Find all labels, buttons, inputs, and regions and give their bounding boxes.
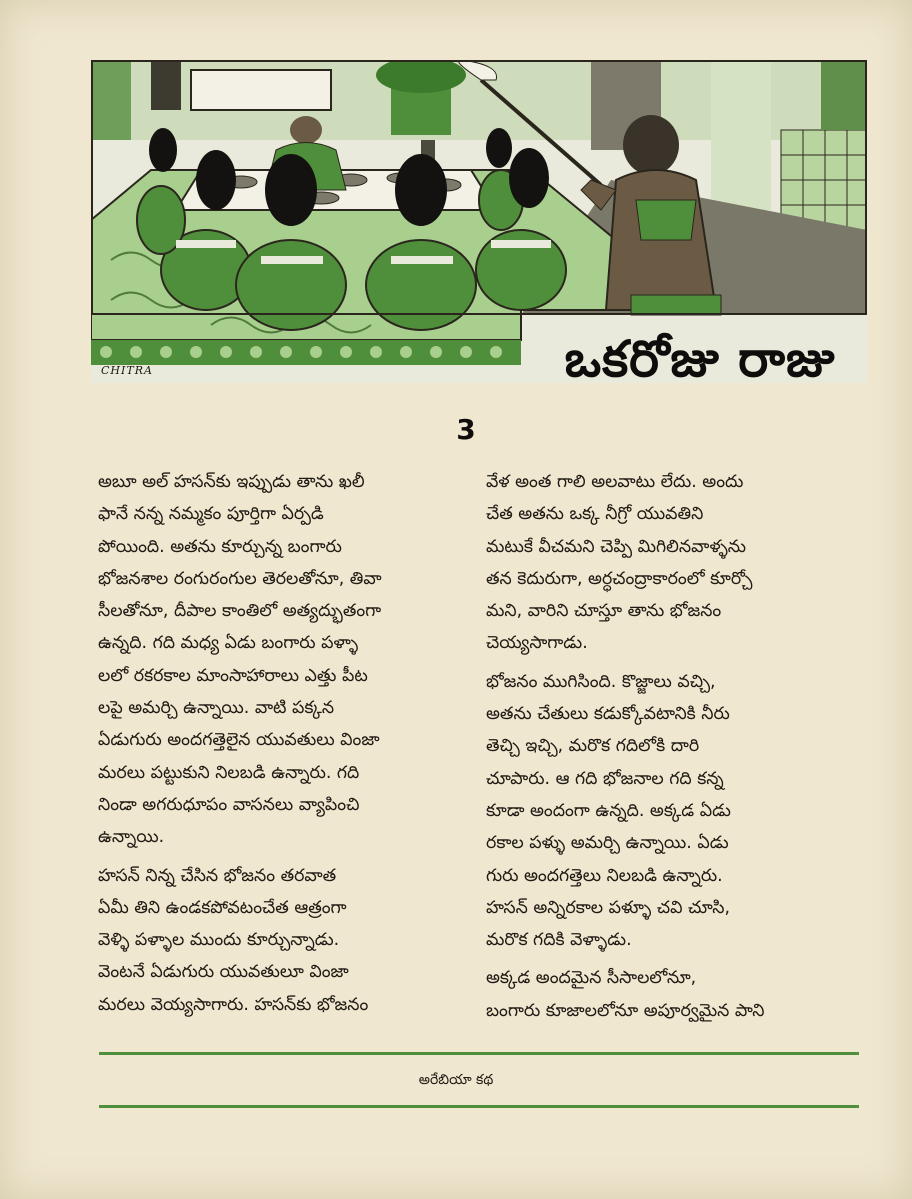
text-column-right <box>486 466 866 1033</box>
footer-caption: అరేబియా కథ <box>418 1072 494 1088</box>
text-column-left <box>98 466 478 1027</box>
paragraph: భోజనం ముగిసింది. కొజ్జాలు వచ్చి, అతను చేతులు కడుక్కోవటానికి నీరు తెచ్చి ఇచ్చి, మరొక గదిలోకి దారి చూపారు. ఆ గది భోజనాల గది కన్న కూడా అందంగా ఉన్నది. అక్కడ ఏడు రకాల పళ్ళు అమర్చి ఉన్నాయి. ఏడు గురు అందగత్తెలు నిలబడి ఉన్నారు. హసన్ అన్నిరకాల పళ్ళూ చవి చూసి, మరొక గదికి వెళ్ళాడు. <box>486 671 731 951</box>
paragraph: వేళ అంత గాలి అలవాటు లేదు. అందు చేత అతను ఒక్క నీగ్రో యువతిని మటుకే వీచమని చెప్పి మిగిలినవాళ్ళను తన కెదురుగా, అర్ధచంద్రాకారంలో కూర్చో మని, వారిని చూస్తూ తాను భోజనం చెయ్యసాగాడు. <box>486 472 753 654</box>
footer-rule-top <box>99 1052 859 1055</box>
paragraph: అక్కడ అందమైన సీసాలలోనూ, బంగారు కూజాలలోనూ అపూర్వమైన పాని <box>486 968 765 1021</box>
paragraph: హసన్ నిన్న చేసిన భోజనం తరవాత ఏమీ తిని ఉండకపోవటంచేత ఆత్రంగా వెళ్ళి పళ్ళాల ముందు కూర్చున్నాడు. వెంటనే ఏడుగురు యువతులూ వింజా మరలు వెయ్యసాగారు. హసన్‌కు భోజనం <box>98 865 369 1015</box>
artist-signature: CHITRA <box>101 364 153 377</box>
footer-rule-bottom <box>99 1105 859 1108</box>
story-title: ఒకరోజు రాజు <box>564 329 836 388</box>
paragraph: అబూ అల్ హసన్‌కు ఇప్పుడు తాను ఖలీ ఫానే నన్న నమ్మకం పూర్తిగా ఏర్పడి పోయింది. అతను కూర్చున్న బంగారు భోజనశాల రంగురంగుల తెరలతోనూ, తివా సీలతోనూ, దీపాల కాంతిలో అత్యద్భుతంగా ఉన్నది. గది మధ్య ఏడు బంగారు పళ్ళా లలో రకరకాల మాంసాహారాలు ఎత్తు పీట లపై అమర్చి ఉన్నాయి. వాటి పక్కన ఏడుగురు అందగత్తెలైన యువతులు వింజా మరలు పట్టుకుని నిలబడి ఉన్నారు. గది నిండా అగరుధూపం వాసనలు వ్యాపించి ఉన్నాయి. <box>98 472 382 848</box>
part-number: 3 <box>456 413 476 446</box>
